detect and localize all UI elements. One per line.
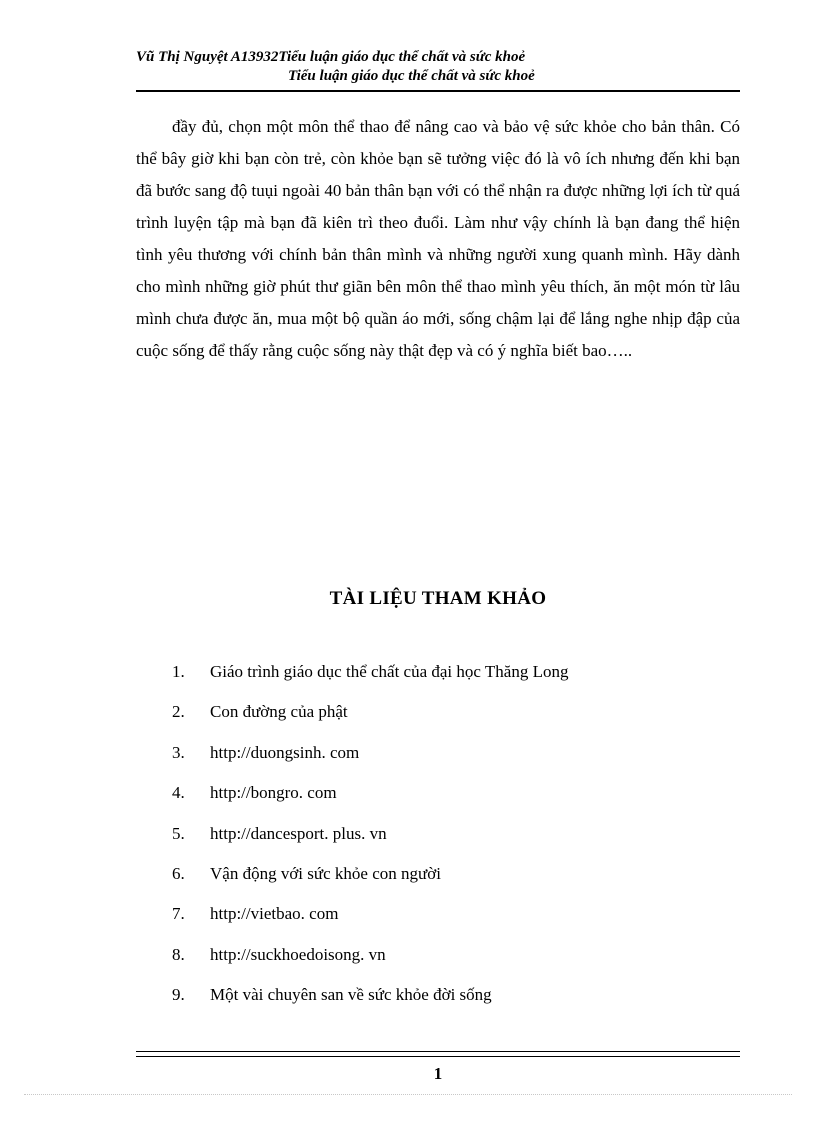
- reference-number: 3.: [172, 742, 185, 762]
- reference-item: [172, 904, 732, 944]
- reference-number: 7.: [172, 904, 185, 924]
- reference-text: Con đường của phật: [210, 702, 348, 722]
- reference-number: 8.: [172, 944, 185, 964]
- reference-number: 6.: [172, 863, 185, 883]
- reference-item: [172, 743, 732, 783]
- reference-text: Giáo trình giáo dục thể chất của đại học Thăng Long: [210, 662, 569, 681]
- reference-text: http://dancesport. plus. vn: [210, 823, 387, 843]
- header-line-1: Vũ Thị Nguyệt A13932Tiểu luận giáo dục thể chất và sức khoẻ: [136, 49, 526, 65]
- page-header: [136, 48, 740, 86]
- reference-number: 1.: [172, 662, 185, 681]
- header-divider: [136, 90, 740, 92]
- reference-text: Một vài chuyên san về sức khỏe đời sống: [210, 985, 492, 1005]
- reference-text: Vận động với sức khỏe con người: [210, 863, 441, 883]
- reference-text: http://duongsinh. com: [210, 742, 360, 762]
- page-number: 1: [433, 1064, 443, 1083]
- reference-text: http://bongro. com: [210, 783, 337, 803]
- footer-divider: [136, 1051, 740, 1057]
- reference-text: http://suckhoedoisong. vn: [210, 944, 386, 964]
- reference-item: [172, 824, 732, 864]
- reference-item: [172, 985, 732, 1025]
- reference-text: http://vietbao. com: [210, 904, 339, 924]
- reference-item: [172, 783, 732, 823]
- reference-number: 2.: [172, 702, 185, 722]
- reference-item: [172, 702, 732, 742]
- page-bottom-edge: [24, 1094, 792, 1095]
- header-line-2: Tiểu luận giáo dục thể chất và sức khoẻ: [288, 68, 535, 84]
- reference-item: [172, 945, 732, 985]
- references-title: TÀI LIỆU THAM KHẢO: [329, 588, 547, 609]
- reference-number: 5.: [172, 823, 185, 843]
- body-paragraph: đầy đủ, chọn một môn thể thao để nâng cao và bảo vệ sức khỏe cho bản thân. Có thể bây giờ khi bạn còn trẻ, còn khỏe bạn sẽ tưởng việc đó là vô ích nhưng đến khi bạn đã bước sang độ tuụi ngoài 40 bản thân bạn với có thể nhận ra được những lợi ích từ quá trình luyện tập mà bạn đã kiên trì theo đuổi. Làm như vậy chính là bạn đang thể hiện tình yêu thương với chính bản thân mình và những người xung quanh mình. Hãy dành cho mình những giờ phút thư giãn bên môn thể thao mình yêu thích, ăn một món từ lâu mình chưa được ăn, mua một bộ quần áo mới, sống chậm lại để lắng nghe nhịp đập của cuộc sống để thấy rằng cuộc sống này thật đẹp và có ý nghĩa biết bao…..: [136, 117, 740, 360]
- reference-item: [172, 864, 732, 904]
- reference-item: [172, 662, 732, 702]
- reference-number: 9.: [172, 985, 185, 1005]
- reference-number: 4.: [172, 783, 185, 803]
- references-list: [172, 662, 732, 1026]
